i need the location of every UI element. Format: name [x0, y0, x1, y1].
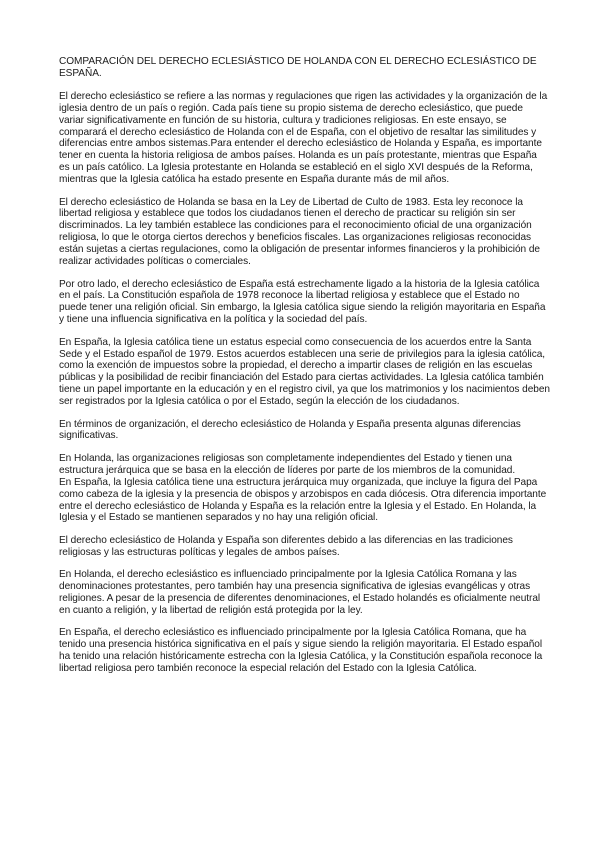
paragraph-9: En Holanda, el derecho eclesiástico es influenciado principalmente por la Iglesia Católica Romana y las denominaciones protestantes, pero también hay una presencia significativa de iglesias evangélicas y otras religiones. A pesar de la presencia de diferentes denominaciones, el Estado holandés es oficialmente neutral en cuanto a religión, y la libertad de religión está protegida por la ley.	[59, 569, 541, 616]
paragraph-1: El derecho eclesiástico se refiere a las normas y regulaciones que rigen las actividades y la organización de la iglesia dentro de un país o región. Cada país tiene su propio sistema de derecho eclesiástico, que puede variar significativamente en función de su historia, cultura y tradiciones religiosas. En este ensayo, se comparará el derecho eclesiástico de Holanda con el de España, con el objetivo de resaltar las similitudes y diferencias entre ambos sistemas.Para entender el derecho eclesiástico de Holanda y España, es importante tener en cuenta la historia religiosa de ambos países. Holanda es un país protestante, mientras que España es un país católico. La Iglesia protestante en Holanda se estableció en el siglo XVI después de la Reforma, mientras que la Iglesia católica ha estado presente en España durante más de mil años.	[59, 90, 548, 186]
document-title: COMPARACIÓN DEL DERECHO ECLESIÁSTICO DE HOLANDA CON EL DERECHO ECLESIÁSTICO DE ESPAÑA.	[59, 56, 537, 79]
paragraph-3: Por otro lado, el derecho eclesiástico de España está estrechamente ligado a la historia de la Iglesia católica en el país. La Constitución española de 1978 reconoce la libertad religiosa y establece que el Estado no puede tener una religión oficial. Sin embargo, la Iglesia católica sigue siendo la religión mayoritaria en España y tiene una influencia significativa en la política y la sociedad del país.	[59, 278, 546, 326]
paragraph-6: En Holanda, las organizaciones religiosas son completamente independientes del Estado y tienen una estructura jerárquica que se basa en la elección de líderes por parte de los miembros de la comunidad.	[59, 452, 516, 476]
paragraph-7: En España, la Iglesia católica tiene una estructura jerárquica muy organizada, que incluye la figura del Papa como cabeza de la iglesia y la presencia de obispos y arzobispos en cada diócesis. Otra diferencia importante entre el derecho eclesiástico de Holanda y España es la relación entre la Iglesia y el Estado. En Holanda, la Iglesia y el Estado se mantienen separados y no hay una religión oficial.	[59, 476, 547, 524]
paragraph-2: El derecho eclesiástico de Holanda se basa en la Ley de Libertad de Culto de 1983. Esta ley reconoce la libertad religiosa y establece que todos los ciudadanos tienen el derecho de practicar su religión sin ser discriminados. La ley también establece las condiciones para el reconocimiento oficial de una organización religiosa, lo que le otorga ciertos derechos y beneficios fiscales. Las organizaciones religiosas reconocidas están sujetas a ciertas regulaciones, como la obligación de presentar informes financieros y la prohibición de realizar actividades políticas o comerciales.	[59, 196, 540, 268]
paragraph-10: En España, el derecho eclesiástico es influenciado principalmente por la Iglesia Católica Romana, que ha tenido una presencia histórica significativa en el país y sigue siendo la religión mayoritaria. El Estado español ha tenido una relación históricamente estrecha con la Iglesia Católica, y la Constitución española reconoce la libertad religiosa pero también reconoce la especial relación del Estado con la Iglesia Católica.	[59, 627, 543, 674]
paragraph-8: El derecho eclesiástico de Holanda y España son diferentes debido a las diferencias en las tradiciones religiosas y las estructuras políticas y legales de ambos países.	[59, 534, 513, 558]
document-body	[59, 56, 550, 685]
paragraph-4: En España, la Iglesia católica tiene un estatus especial como consecuencia de los acuerdos entre la Santa Sede y el Estado español de 1979. Estos acuerdos establecen una serie de privilegios para la iglesia católica, como la exención de impuestos sobre la propiedad, el derecho a impartir clases de religión en las escuelas públicas y la posibilidad de recibir financiación del Estado para ciertas actividades. La Iglesia católica también tiene un papel importante en la educación y en el registro civil, ya que los matrimonios y los nacimientos deben ser registrados por la Iglesia católica o por el Estado, según la elección de los ciudadanos.	[59, 336, 550, 408]
paragraph-5: En términos de organización, el derecho eclesiástico de Holanda y España presenta algunas diferencias significativas.	[59, 418, 521, 442]
